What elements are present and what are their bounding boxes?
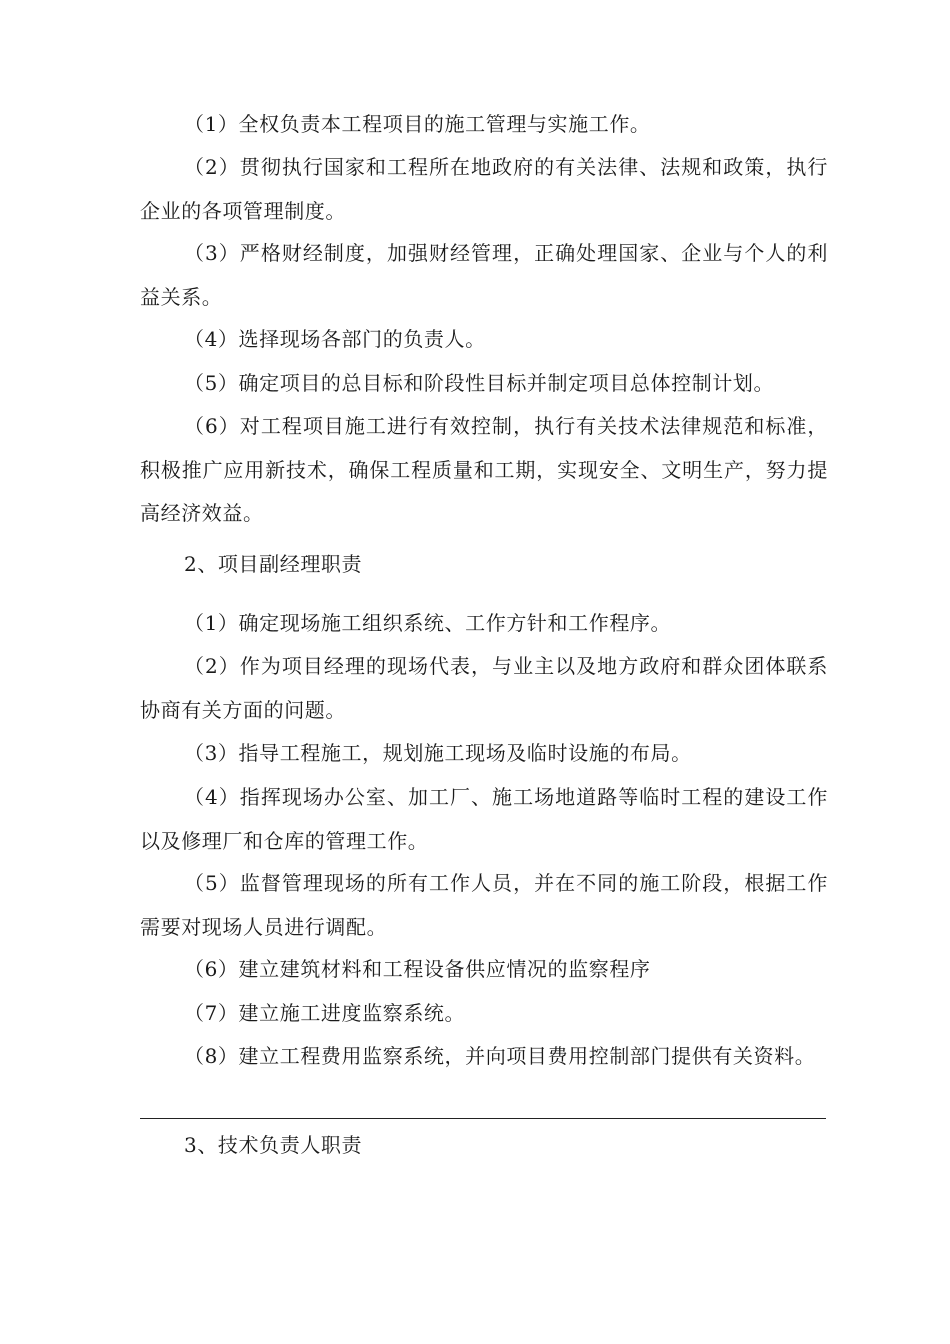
- duty-item-2-1: （1）确定现场施工组织系统、工作方针和工作程序。: [184, 611, 672, 635]
- horizontal-divider: [140, 1118, 826, 1119]
- duty-item-1-3: （3）严格财经制度，加强财经管理，正确处理国家、企业与个人的利益关系。: [140, 241, 828, 309]
- section-heading-technical-lead: 3、技术负责人职责: [184, 1133, 363, 1157]
- duty-item-2-8: （8）建立工程费用监察系统，并向项目费用控制部门提供有关资料。: [184, 1044, 816, 1068]
- duty-item-2-5: （5）监督管理现场的所有工作人员，并在不同的施工阶段，根据工作需要对现场人员进行调配。: [140, 871, 828, 939]
- duty-item-1-5: （5）确定项目的总目标和阶段性目标并制定项目总体控制计划。: [184, 371, 775, 395]
- duty-item-1-6: （6）对工程项目施工进行有效控制，执行有关技术法律规范和标准，积极推广应用新技术，确保工程质量和工期，实现安全、文明生产，努力提高经济效益。: [140, 414, 828, 525]
- duty-item-2-2: （2）作为项目经理的现场代表，与业主以及地方政府和群众团体联系协商有关方面的问题。: [140, 654, 828, 722]
- duty-item-2-6: （6）建立建筑材料和工程设备供应情况的监察程序: [184, 957, 651, 981]
- duty-item-1-4: （4）选择现场各部门的负责人。: [184, 327, 486, 351]
- duty-item-2-7: （7）建立施工进度监察系统。: [184, 1001, 466, 1025]
- duty-item-2-3: （3）指导工程施工，规划施工现场及临时设施的布局。: [184, 741, 692, 765]
- section-heading-deputy-manager: 2、项目副经理职责: [184, 552, 363, 576]
- duty-item-1-1: （1）全权负责本工程项目的施工管理与实施工作。: [184, 112, 651, 136]
- duty-item-2-4: （4）指挥现场办公室、加工厂、施工场地道路等临时工程的建设工作以及修理厂和仓库的管理工作。: [140, 785, 828, 853]
- duty-item-1-2: （2）贯彻执行国家和工程所在地政府的有关法律、法规和政策，执行企业的各项管理制度。: [140, 155, 828, 223]
